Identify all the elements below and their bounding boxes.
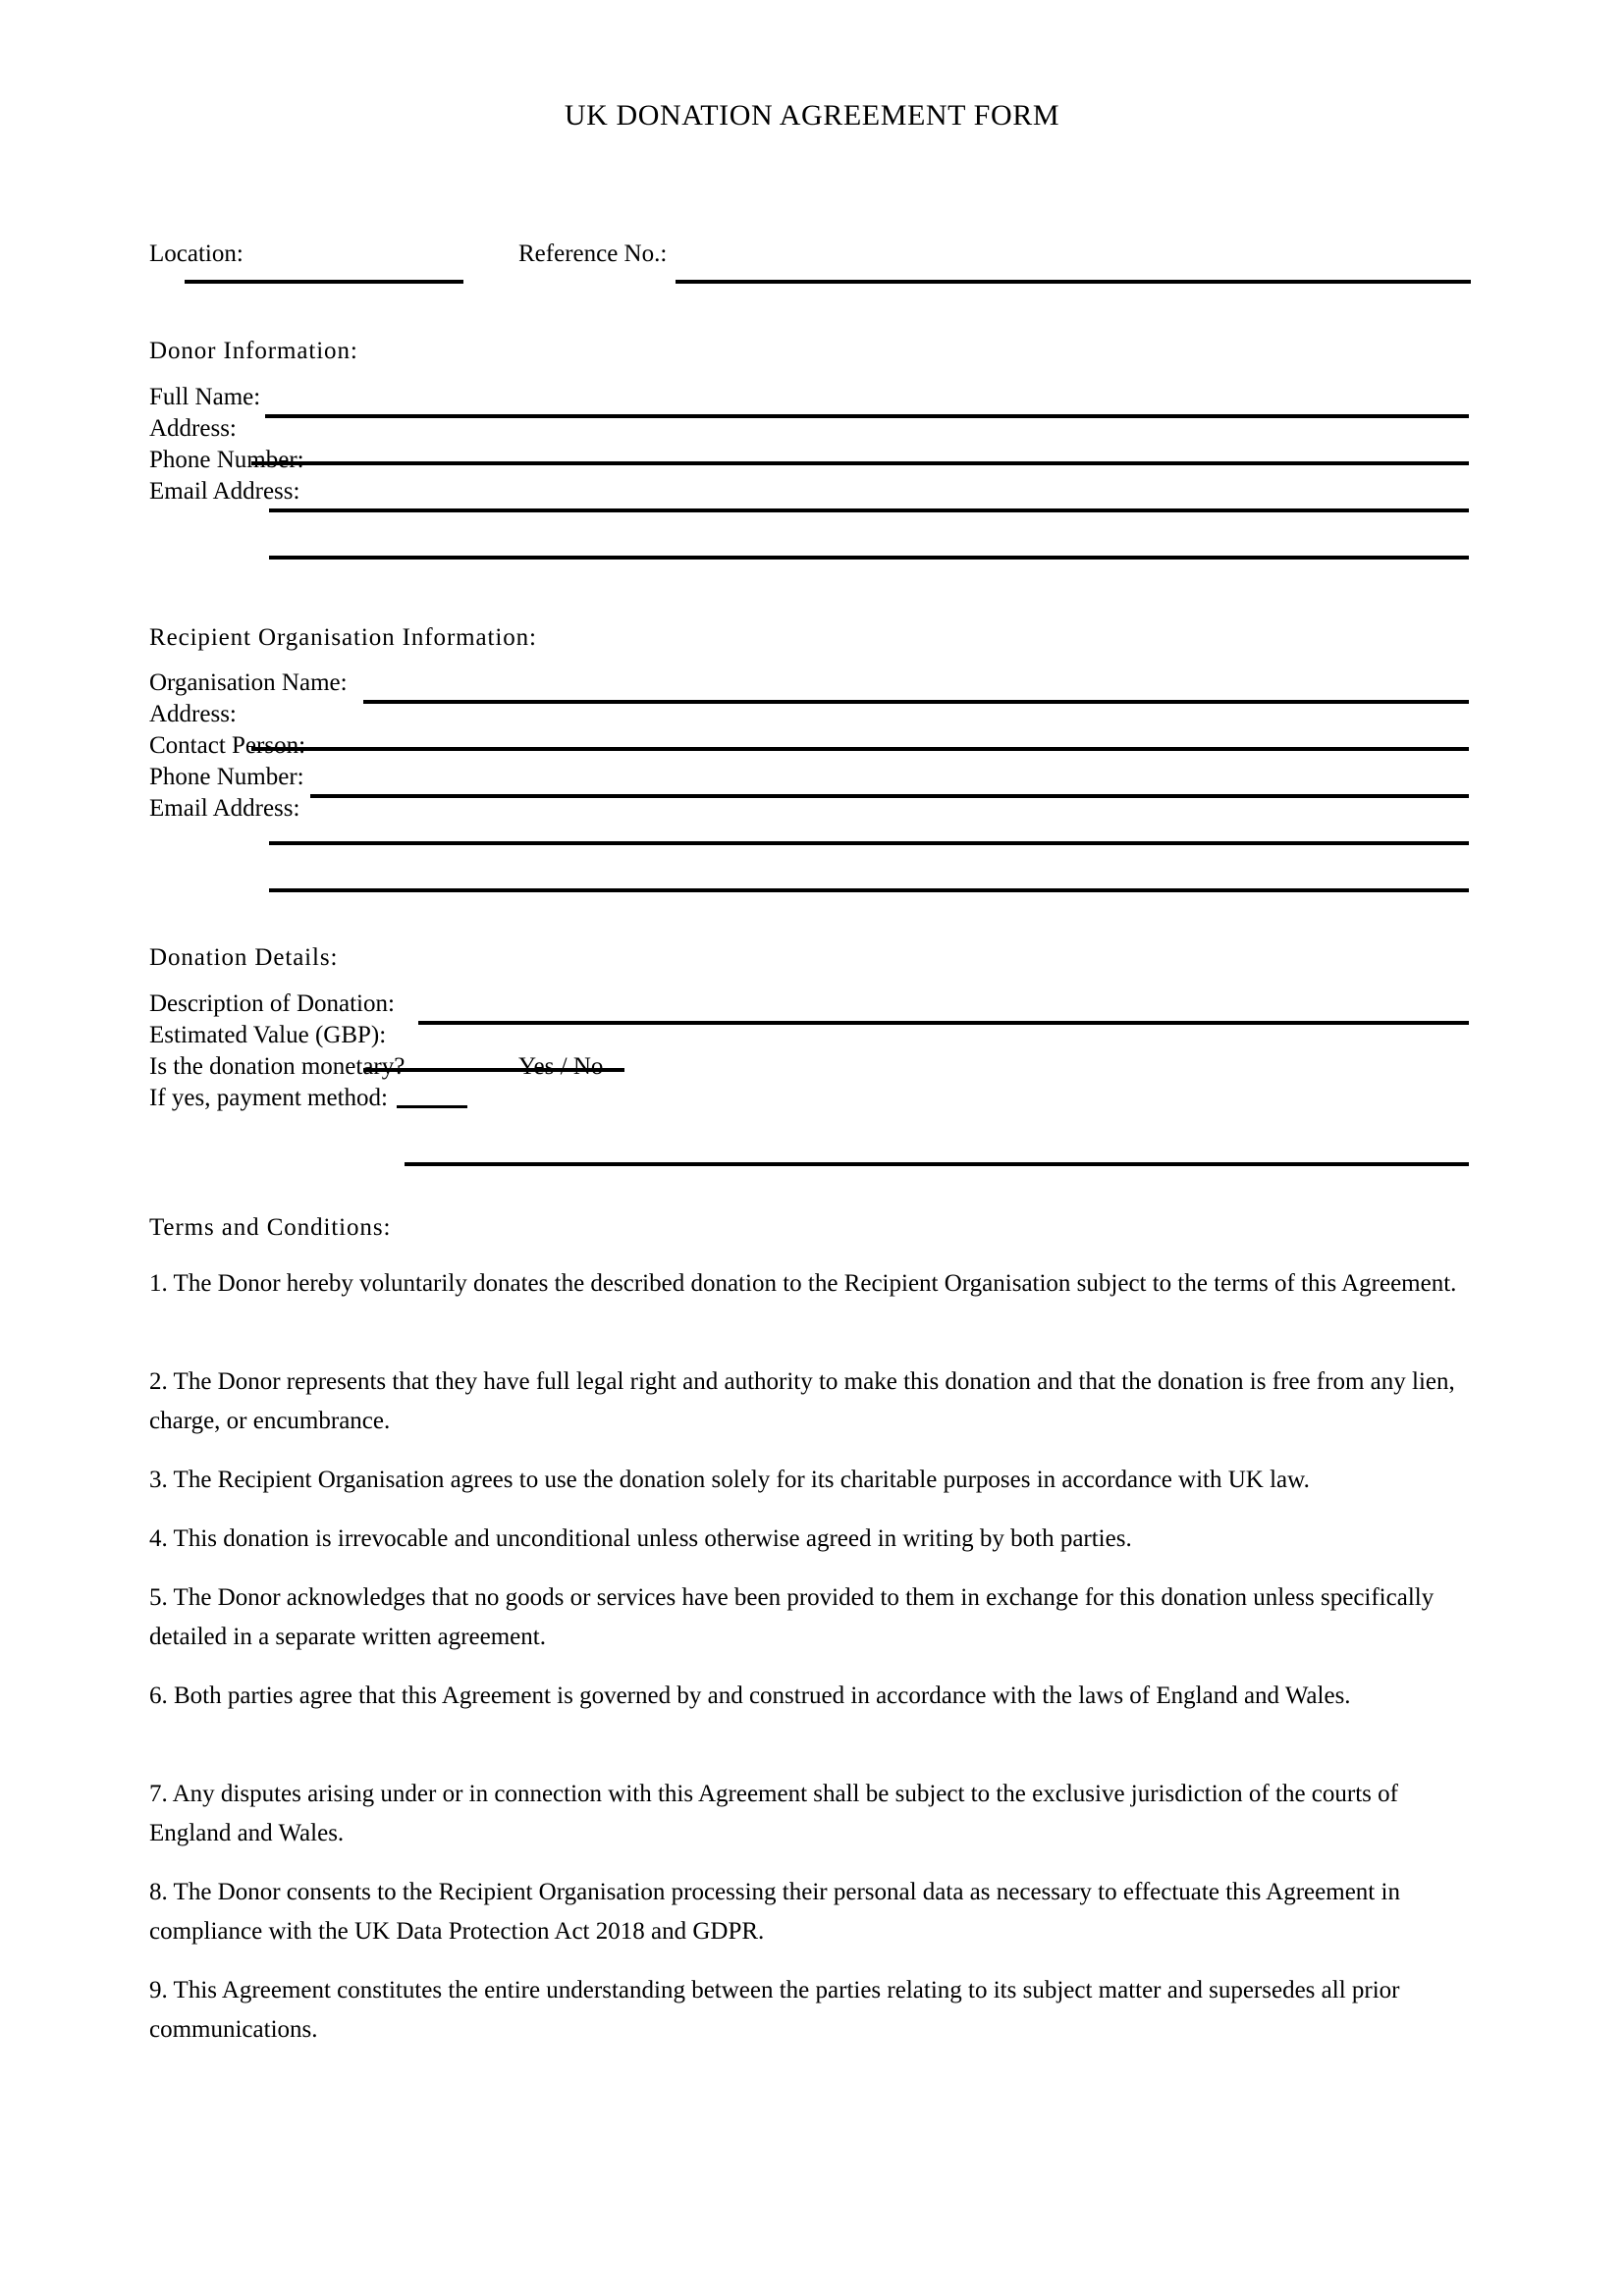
recipient-org-name-label: Organisation Name: xyxy=(149,669,348,696)
location-label: Location: xyxy=(149,240,244,267)
donor-section-heading: Donor Information: xyxy=(149,338,358,364)
terms-section-heading: Terms and Conditions: xyxy=(149,1214,392,1241)
reference-no-label: Reference No.: xyxy=(518,240,668,267)
donor-address-input-rule[interactable] xyxy=(251,461,1469,465)
donation-monetary-input-rule[interactable] xyxy=(397,1105,467,1108)
location-input-rule[interactable] xyxy=(185,280,463,284)
donor-phone-input-rule[interactable] xyxy=(269,508,1469,512)
terms-item-2: 2. The Donor represents that they have full legal right and authority to make this donation and that the donation is free from any lien, charge, or encumbrance. xyxy=(149,1368,1455,1434)
donation-payment-method-label: If yes, payment method: xyxy=(149,1085,388,1111)
terms-item-7: 7. Any disputes arising under or in connection with this Agreement shall be subject to the exclusive jurisdiction of the courts of England and Wales. xyxy=(149,1781,1398,1846)
reference-no-input-rule[interactable] xyxy=(676,280,1471,284)
donation-section-heading: Donation Details: xyxy=(149,944,339,971)
donor-address-label: Address: xyxy=(149,415,237,442)
donor-full-name-label: Full Name: xyxy=(149,384,261,410)
page-title: UK DONATION AGREEMENT FORM xyxy=(564,99,1060,132)
recipient-address-label: Address: xyxy=(149,701,237,727)
donation-estimated-value-label: Estimated Value (GBP): xyxy=(149,1022,387,1048)
recipient-phone-input-rule[interactable] xyxy=(269,841,1469,845)
recipient-org-name-input-rule[interactable] xyxy=(363,700,1469,704)
terms-item-5: 5. The Donor acknowledges that no goods or services have been provided to them in exchange for this donation unless specifically detailed in a separate written agreement. xyxy=(149,1584,1435,1650)
terms-item-4: 4. This donation is irrevocable and unconditional unless otherwise agreed in writing by both parties. xyxy=(149,1525,1132,1552)
recipient-phone-label: Phone Number: xyxy=(149,764,304,790)
terms-item-6: 6. Both parties agree that this Agreement is governed by and construed in accordance with the laws of England and Wales. xyxy=(149,1682,1351,1709)
donor-phone-label: Phone Number: xyxy=(149,447,304,473)
recipient-contact-person-input-rule[interactable] xyxy=(310,794,1469,798)
terms-item-3: 3. The Recipient Organisation agrees to use the donation solely for its charitable purposes in accordance with UK law. xyxy=(149,1467,1310,1493)
recipient-address-input-rule[interactable] xyxy=(251,747,1469,751)
recipient-email-label: Email Address: xyxy=(149,795,300,822)
recipient-email-input-rule[interactable] xyxy=(269,888,1469,892)
donation-payment-method-input-rule[interactable] xyxy=(405,1162,1469,1166)
donor-email-label: Email Address: xyxy=(149,478,300,505)
donation-monetary-yes-no-option: Yes / No xyxy=(518,1053,604,1080)
donation-description-input-rule[interactable] xyxy=(418,1021,1469,1025)
donation-description-label: Description of Donation: xyxy=(149,990,395,1017)
terms-item-8: 8. The Donor consents to the Recipient Organisation processing their personal data as necessary to effectuate this Agreement in compliance with the UK Data Protection Act 2018 and GDPR. xyxy=(149,1879,1400,1945)
donor-full-name-input-rule[interactable] xyxy=(265,414,1469,418)
terms-item-9: 9. This Agreement constitutes the entire understanding between the parties relating to its subject matter and supersedes all prior communications. xyxy=(149,1977,1400,2043)
donor-email-input-rule[interactable] xyxy=(269,556,1469,560)
donation-monetary-label: Is the donation monetary? xyxy=(149,1053,406,1080)
recipient-contact-person-label: Contact Person: xyxy=(149,732,306,759)
recipient-section-heading: Recipient Organisation Information: xyxy=(149,624,537,651)
terms-item-1: 1. The Donor hereby voluntarily donates the described donation to the Recipient Organisation subject to the terms of this Agreement. xyxy=(149,1270,1457,1297)
